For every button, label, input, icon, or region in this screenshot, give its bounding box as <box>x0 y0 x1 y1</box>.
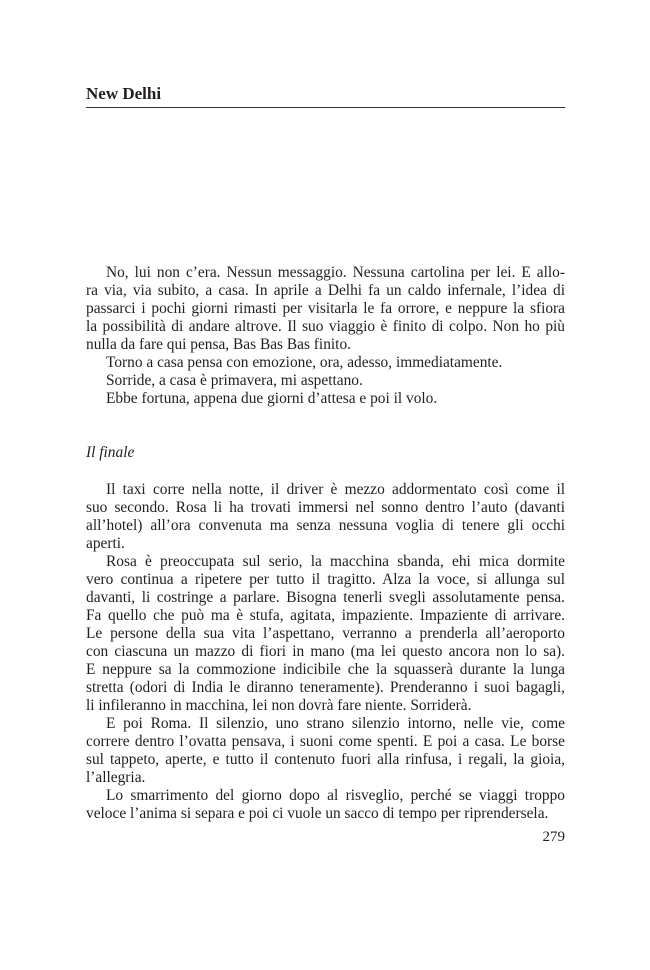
text-line: Rosa è preoccupata sul serio, la macchina sbanda, ehi mica dormite <box>106 553 565 570</box>
text-line: No, lui non c’era. Nessun messaggio. Nessuna cartolina per lei. E allo- <box>106 264 565 281</box>
paragraph <box>86 787 565 823</box>
section-two-text <box>86 481 565 823</box>
text-line: suo secondo. Rosa li ha trovati immersi nel sonno dentro l’auto (davanti <box>86 499 565 516</box>
text-line: sul tappeto, aperte, e tutto il contenuto fuori alla rinfusa, i regali, la gioia, <box>86 751 565 768</box>
text-line: Lo smarrimento del giorno dopo al risveglio, perché se viaggi troppo <box>106 787 565 804</box>
paragraph <box>86 264 565 354</box>
paragraph <box>86 553 565 715</box>
text-line: Torno a casa pensa con emozione, ora, adesso, immediatamente. <box>106 354 503 371</box>
text-line: aperti. <box>86 535 125 552</box>
text-line: davanti, li costringe a parlare. Bisogna tenerli svegli assolutamente pensa. <box>86 589 565 606</box>
paragraph <box>86 390 565 408</box>
text-line: nulla da fare qui pensa, Bas Bas Bas finito. <box>86 336 351 353</box>
paragraph <box>86 354 565 372</box>
text-line: E neppure sa la commozione indicibile che la squasserà durante la lunga <box>86 661 565 678</box>
text-line: li infileranno in macchina, lei non dovrà fare niente. Sorriderà. <box>86 697 472 714</box>
paragraph <box>86 481 565 553</box>
section-one-text <box>86 264 565 408</box>
text-line: vero continua a ripetere per tutto il tragitto. Alza la voce, si allunga sul <box>86 571 565 588</box>
text-line: Ebbe fortuna, appena due giorni d’attesa e poi il volo. <box>106 390 438 407</box>
text-line: Fa quello che può ma è stufa, agitata, impaziente. Impaziente di arrivare. <box>86 607 565 624</box>
header-rule <box>86 107 565 108</box>
running-header: New Delhi <box>86 84 162 103</box>
paragraph <box>86 715 565 787</box>
text-line: all’hotel) all’ora convenuta ma senza nessuna voglia di tenere gli occhi <box>86 517 565 534</box>
text-line: passarci i pochi giorni rimasti per visitarla le fa orrore, e neppure la sfiora <box>86 300 565 317</box>
text-line: veloce l’anima si separa e poi ci vuole un sacco di tempo per riprendersela. <box>86 805 549 822</box>
text-line: Sorride, a casa è primavera, mi aspettano. <box>106 372 363 389</box>
text-line: ra via, via subito, a casa. In aprile a Delhi fa un caldo infernale, l’idea di <box>86 282 565 299</box>
text-line: la possibilità di andare altrove. Il suo viaggio è finito di colpo. Non ho più <box>86 318 565 335</box>
text-line: stretta (odori di India le diranno teneramente). Prenderanno i suoi bagagli, <box>86 679 565 696</box>
text-line: l’allegria. <box>86 769 146 786</box>
text-line: Il taxi corre nella notte, il driver è mezzo addormentato così come il <box>106 481 565 498</box>
text-line: correre dentro l’ovatta pensava, i suoni come spenti. E poi a casa. Le borse <box>86 733 565 750</box>
paragraph <box>86 372 565 390</box>
page-number: 279 <box>542 829 565 845</box>
text-line: con ciascuna un mazzo di fiori in mano (ma lei questo ancora non lo sa). <box>86 643 565 660</box>
section-subheading: Il finale <box>86 444 135 461</box>
text-line: E poi Roma. Il silenzio, uno strano silenzio intorno, nelle vie, come <box>106 715 565 732</box>
text-line: Le persone della sua vita l’aspettano, verranno a prenderla all’aeroporto <box>86 625 565 642</box>
